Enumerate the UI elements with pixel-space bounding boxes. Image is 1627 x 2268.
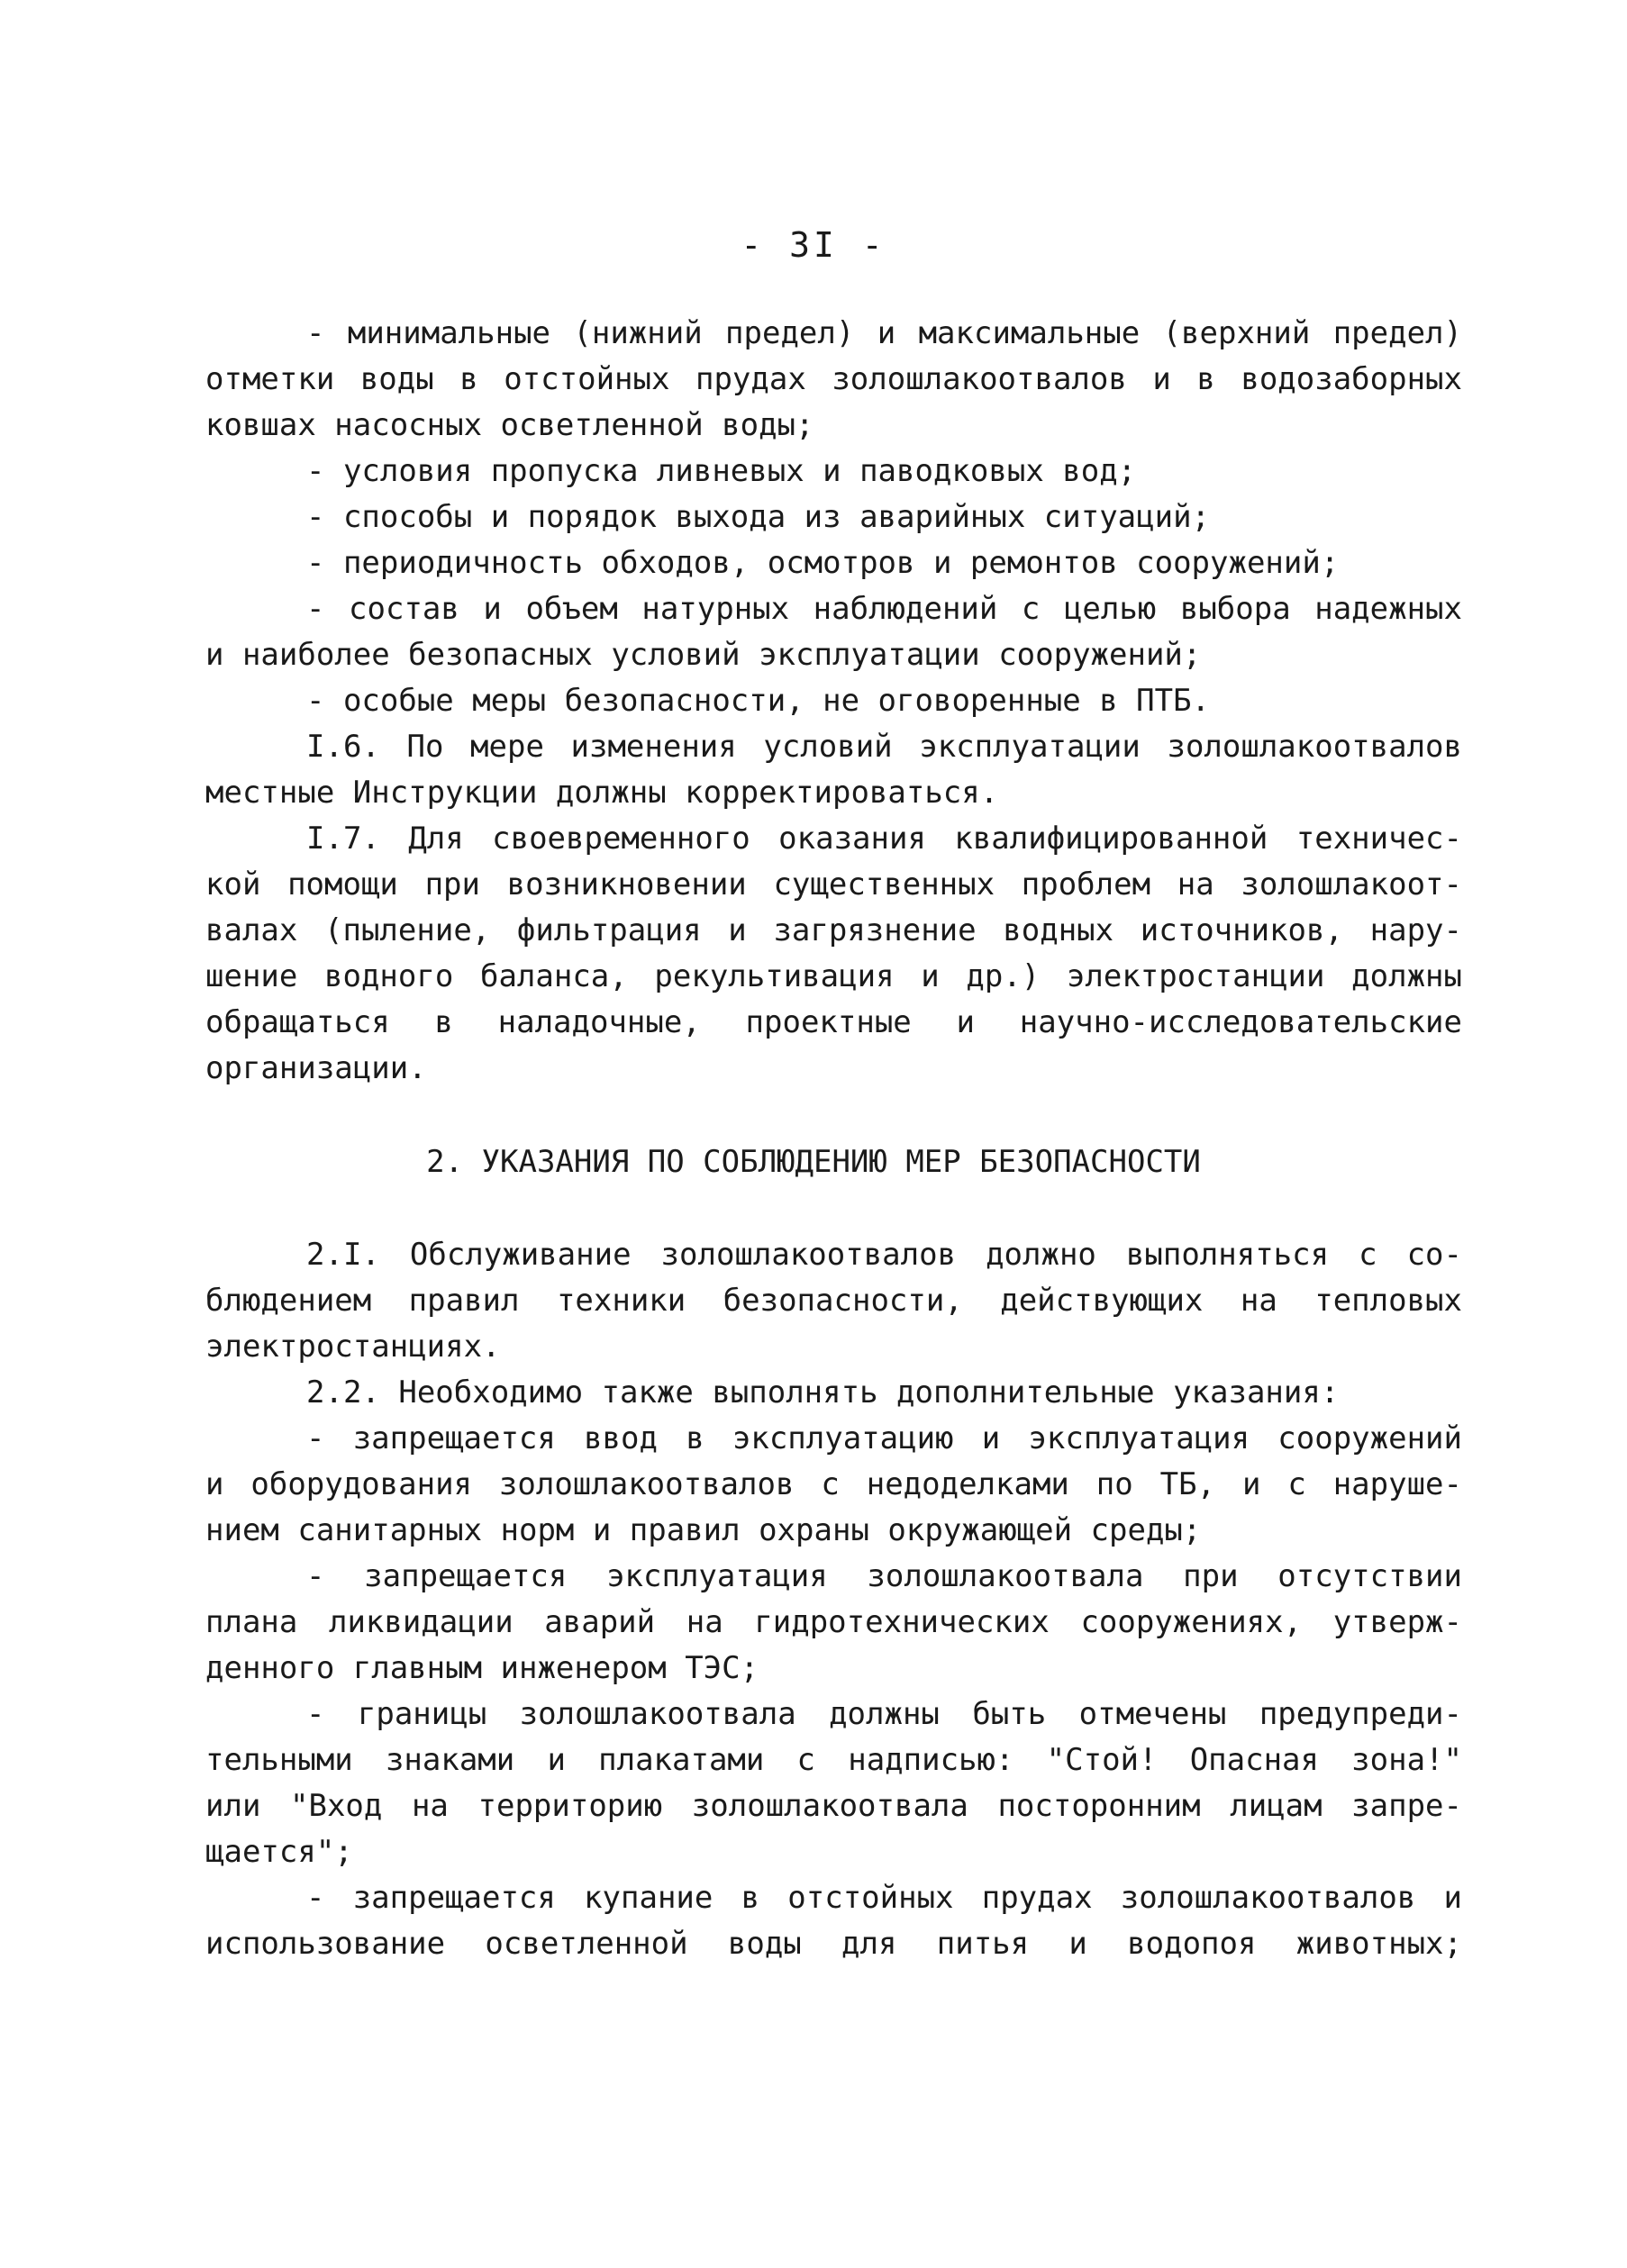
text-line: и наиболее безопасных условий эксплуатации сооружений;	[205, 637, 1202, 673]
text-line: местные Инструкции должны корректироваться.	[205, 775, 999, 811]
text-line: - запрещается купание в отстойных прудах золошлакоотвалов и	[306, 1880, 1462, 1916]
text-line: - способы и порядок выхода из аварийных ситуаций;	[306, 499, 1211, 535]
text-line: I.6. По мере изменения условий эксплуатации золошлакоотвалов	[306, 729, 1462, 765]
text-line: 2.2. Необходимо также выполнять дополнительные указания:	[306, 1374, 1340, 1411]
text-line: - границы золошлакоотвала должны быть отмечены предупреди-	[306, 1696, 1462, 1732]
text-line: тельными знаками и плакатами с надписью: "Стой! Опасная зона!"	[205, 1742, 1462, 1778]
section-heading: 2. УКАЗАНИЯ ПО СОБЛЮДЕНИЮ МЕР БЕЗОПАСНОСТИ	[426, 1144, 1201, 1180]
text-line: - условия пропуска ливневых и паводковых вод;	[306, 453, 1137, 489]
text-line: обращаться в наладочные, проектные и научно-исследовательские	[205, 1004, 1462, 1040]
text-line: кой помощи при возникновении существенных проблем на золошлакоот-	[205, 866, 1462, 903]
text-line: - состав и объем натурных наблюдений с целью выбора надежных	[306, 591, 1462, 627]
text-line: блюдением правил техники безопасности, действующих на тепловых	[205, 1283, 1462, 1319]
text-line: или "Вход на территорию золошлакоотвала посторонним лицам запре-	[205, 1788, 1462, 1824]
text-line: - периодичность обходов, осмотров и ремонтов сооружений;	[306, 545, 1340, 581]
text-block-safety	[205, 1232, 1462, 1967]
text-line: плана ликвидации аварий на гидротехнических сооружениях, утверж-	[205, 1604, 1462, 1640]
text-line: щается";	[205, 1834, 353, 1870]
text-line: использование осветленной воды для питья и водопоя животных;	[205, 1926, 1462, 1962]
text-block-instructions	[205, 311, 1462, 1092]
text-line: 2.I. Обслуживание золошлакоотвалов должно выполняться с со-	[306, 1237, 1462, 1273]
text-line: и оборудования золошлакоотвалов с недоделками по ТБ, и с наруше-	[205, 1466, 1462, 1502]
text-line: ковшах насосных осветленной воды;	[205, 407, 814, 443]
text-line: - особые меры безопасности, не оговоренные в ПТБ.	[306, 683, 1211, 719]
text-line: организации.	[205, 1050, 427, 1086]
text-line: электростанциях.	[205, 1329, 501, 1365]
page-number: - 3I -	[741, 225, 886, 265]
text-line: валах (пыление, фильтрация и загрязнение водных источников, нару-	[205, 912, 1462, 948]
text-line: - запрещается эксплуатация золошлакоотвала при отсутствии	[306, 1558, 1462, 1594]
text-line: - запрещается ввод в эксплуатацию и эксплуатация сооружений	[306, 1420, 1462, 1456]
text-line: I.7. Для своевременного оказания квалифицированной техничес-	[306, 821, 1462, 857]
text-line: нием санитарных норм и правил охраны окружающей среды;	[205, 1512, 1202, 1548]
text-line: шение водного баланса, рекультивация и др.) электростанции должны	[205, 958, 1462, 994]
text-line: отметки воды в отстойных прудах золошлакоотвалов и в водозаборных	[205, 361, 1462, 397]
text-line: - минимальные (нижний предел) и максимальные (верхний предел)	[306, 315, 1462, 351]
text-line: денного главным инженером ТЭС;	[205, 1650, 759, 1686]
